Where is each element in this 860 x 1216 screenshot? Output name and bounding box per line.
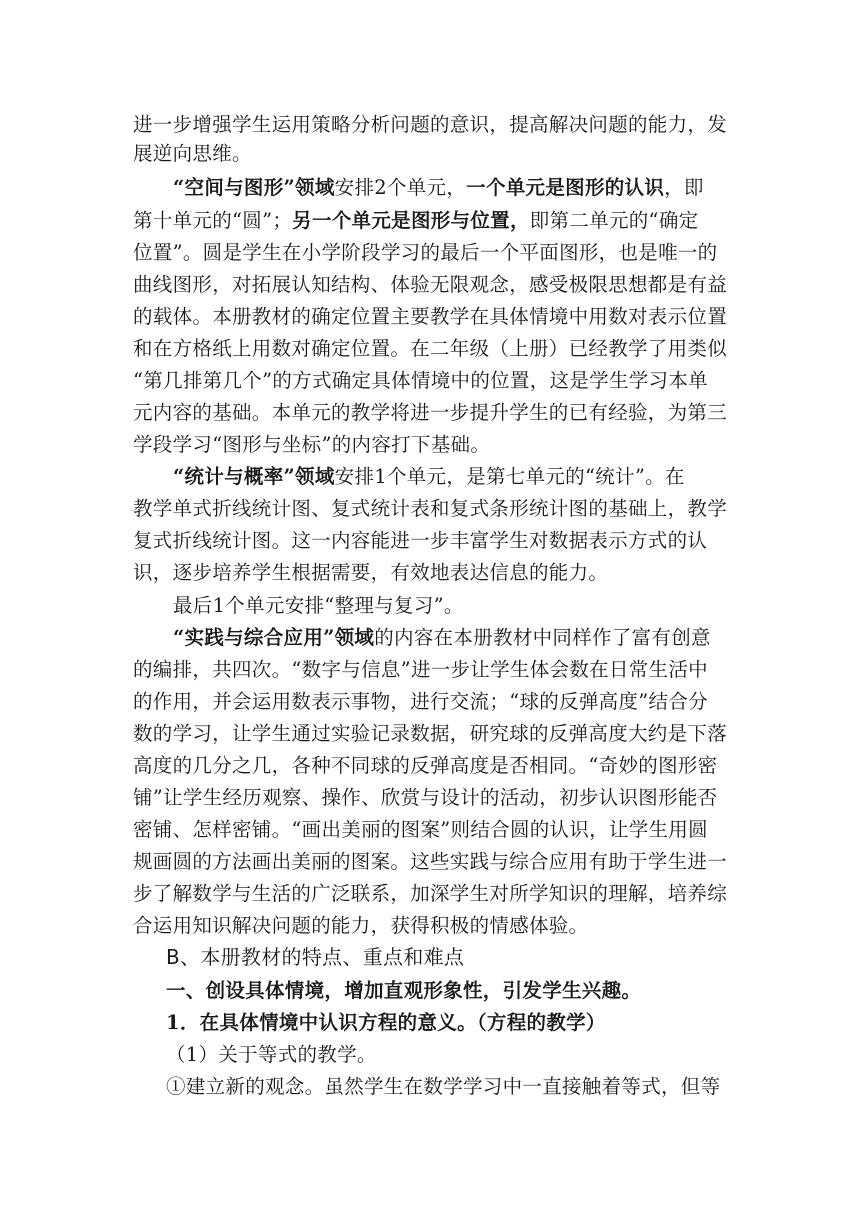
text-line: 的作用，并会运用数表示事物，进行交流；“球的反弹高度”结合分 <box>133 690 708 713</box>
text-line: 高度的几分之几，各种不同球的反弹高度是否相同。“奇妙的图形密 <box>133 754 718 777</box>
text-segment: 第十单元的“圆”； <box>133 209 293 232</box>
section-heading: B、本册教材的特点、重点和难点 <box>166 945 465 969</box>
text-line: 位置”。圆是学生在小学阶段学习的最后一个平面图形，也是唯一的 <box>133 241 718 264</box>
space-graphics-paragraph-start <box>173 171 704 205</box>
text-line: 教学单式折线统计图、复式统计表和复式条形统计图的基础上，教学 <box>133 497 728 520</box>
text-line: 学段学习“图形与坐标”的内容打下基础。 <box>133 433 491 456</box>
text-line: 进一步增强学生运用策略分析问题的意识，提高解决问题的能力，发 <box>133 113 728 136</box>
text-line: 密铺、怎样密铺。“画出美丽的图案”则结合圆的认识，让学生用圆 <box>133 818 708 841</box>
bold-phrase: 一个单元是图形的认识 <box>466 176 665 199</box>
text-segment: ，即 <box>664 176 704 199</box>
space-graphics-domain-label: “空间与图形”领域 <box>173 176 335 199</box>
text-segment: 即第二单元的“确定 <box>529 209 699 232</box>
text-line: ①建立新的观念。虽然学生在数学学习中一直接触着等式，但等 <box>166 1075 721 1098</box>
subheading-2: 1．在具体情境中认识方程的意义。（方程的教学） <box>166 1011 606 1034</box>
statistics-paragraph-start <box>173 460 685 494</box>
practice-domain-label: “实践与综合应用”领域 <box>173 626 375 649</box>
subheading-1: 一、创设具体情境，增加直观形象性，引发学生兴趣。 <box>166 979 642 1002</box>
subheading-3: （1）关于等式的教学。 <box>166 1043 377 1066</box>
text-line: 步了解数学与生活的广泛联系，加深学生对所学知识的理解，培养综 <box>133 882 728 905</box>
text-line: 的编排，共四次。“数字与信息”进一步让学生体会数在日常生活中 <box>133 658 708 681</box>
text-line: 展逆向思维。 <box>133 142 252 165</box>
text-segment: 的内容在本册教材中同样作了富有创意 <box>374 626 711 649</box>
practice-paragraph-start <box>173 621 711 655</box>
text-line: 铺”让学生经历观察、操作、欣赏与设计的活动，初步认识图形能否 <box>133 786 718 809</box>
text-line <box>133 204 698 238</box>
text-segment: 安排1个单元，是第七单元的“统计”。在 <box>334 465 685 488</box>
text-line: 规画圆的方法画出美丽的图案。这些实践与综合应用有助于学生进一 <box>133 850 728 873</box>
text-line: 数的学习，让学生通过实验记录数据，研究球的反弹高度大约是下落 <box>133 722 728 745</box>
text-line: 曲线图形，对拓展认知结构、体验无限观念，感受极限思想都是有益 <box>133 273 728 296</box>
text-line: “第几排第几个”的方式确定具体情境中的位置，这是学生学习本单 <box>133 369 708 392</box>
text-line: 合运用知识解决问题的能力，获得积极的情感体验。 <box>133 914 589 937</box>
text-line: 最后1个单元安排“整理与复习”。 <box>173 594 464 617</box>
text-line: 元内容的基础。本单元的教学将进一步提升学生的已有经验，为第三 <box>133 401 728 424</box>
text-line: 的载体。本册教材的确定位置主要教学在具体情境中用数对表示位置 <box>133 305 728 328</box>
text-line: 复式折线统计图。这一内容能进一步丰富学生对数据表示方式的认 <box>133 529 708 552</box>
text-line: 识，逐步培养学生根据需要，有效地表达信息的能力。 <box>133 561 609 584</box>
text-line: 和在方格纸上用数对确定位置。在二年级（上册）已经教学了用类似 <box>133 337 728 360</box>
bold-phrase: 另一个单元是图形与位置， <box>292 209 530 232</box>
text-segment: 安排2个单元， <box>334 176 467 199</box>
statistics-domain-label: “统计与概率”领域 <box>173 465 335 488</box>
